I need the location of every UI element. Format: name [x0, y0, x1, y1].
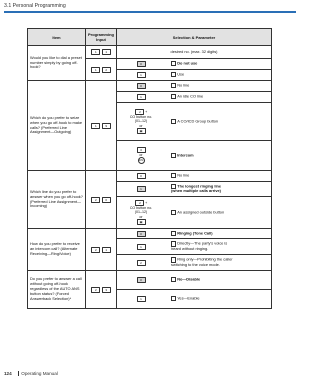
key-icon: 2 — [91, 197, 100, 203]
option-label: Yes—Enable — [177, 295, 200, 301]
key-icon: 1 — [91, 49, 100, 55]
selection-cell — [117, 182, 272, 197]
table-header-row — [28, 29, 272, 46]
table-row — [28, 271, 272, 290]
item-cell: Would you like to dial a preset number simply by going off-hook? — [28, 46, 86, 81]
selection-cell — [117, 239, 272, 255]
input-cell — [86, 171, 117, 229]
selection-cell — [117, 271, 272, 290]
item-cell: Which do you prefer to seize when you go off-hook to make calls? (Preferred Line Assignment—Outgoing) — [28, 81, 86, 171]
key-icon: 1 — [137, 296, 146, 302]
item-cell: Do you prefer to answer a call without going off-hook regardless of the AUTO ANS button status? (Forced Answerback Selection)* — [28, 271, 86, 309]
page-number: 124 — [4, 371, 12, 376]
selection-cell — [117, 197, 272, 229]
checkbox-icon — [171, 210, 176, 215]
input-cell — [86, 46, 117, 59]
co-button-icon: ▣ — [137, 128, 146, 134]
selection-cell — [117, 81, 272, 92]
table-row — [28, 81, 272, 92]
key-icon: 0 — [137, 61, 146, 67]
selection-cell — [117, 103, 272, 141]
selection-cell — [117, 70, 272, 81]
key-icon: 1 — [137, 186, 146, 192]
option-label: An assigned outside button — [177, 209, 225, 215]
header-programming-input: Programming Input — [86, 29, 117, 46]
table-row — [28, 229, 272, 239]
table-row — [28, 171, 272, 182]
option-label: Do not use — [177, 60, 198, 66]
key-icon: 0 — [137, 277, 146, 283]
item-cell: How do you prefer to receive an intercom call? (Alternate Receiving—Ring/Voice) — [28, 229, 86, 271]
key-icon: 2 — [137, 260, 146, 266]
option-label: Intercom — [177, 152, 194, 158]
header-rule — [4, 11, 296, 13]
param-range: (01–12) — [134, 119, 148, 124]
selection-cell — [117, 229, 272, 239]
section-title: 3.1 Personal Programming — [4, 3, 66, 9]
option-label: Use — [177, 71, 185, 77]
checkbox-icon — [171, 277, 176, 282]
key-icon: 2 — [91, 247, 100, 253]
option-label: Ringing (Tone Call) — [177, 230, 213, 236]
option-label: No—Disable — [177, 276, 201, 282]
option-label: No line — [177, 82, 190, 88]
key-icon: 3 — [137, 147, 146, 153]
page-footer — [4, 371, 58, 376]
or-label: or — [139, 123, 143, 128]
checkbox-icon — [171, 153, 176, 158]
manual-title: Operating Manual — [21, 371, 58, 376]
footer-divider — [18, 371, 19, 376]
param-label: CO button no. — [129, 206, 153, 211]
input-cell — [86, 271, 117, 309]
or-label: or — [139, 214, 143, 219]
header-item: Item — [28, 29, 86, 46]
option-label: Ring only—Prohibiting the caller switching to the voice mode. — [171, 256, 233, 267]
key-icon: 2 — [135, 200, 144, 206]
option-label: No line — [177, 172, 190, 178]
checkbox-icon — [171, 72, 176, 77]
key-icon: 0 — [137, 231, 146, 237]
input-cell — [86, 59, 117, 81]
checkbox-icon — [171, 173, 176, 178]
programming-table — [27, 28, 272, 309]
plus-sign: + — [145, 200, 148, 205]
key-icon: 0 — [137, 173, 146, 179]
key-icon: 9 — [102, 123, 111, 129]
input-cell — [86, 81, 117, 171]
checkbox-icon — [171, 61, 176, 66]
param-range: (01–12) — [134, 210, 148, 215]
option-label: Directly—The party's voice is heard without ringing. — [171, 240, 228, 251]
key-icon: 0 — [137, 83, 146, 89]
key-icon: 1 — [137, 244, 146, 250]
input-cell — [86, 229, 117, 271]
co-button-icon: ▣ — [137, 219, 146, 225]
key-icon: 2 — [102, 67, 111, 73]
selection-cell — [117, 59, 272, 70]
checkbox-icon — [171, 231, 176, 236]
option-label: The longest ringing line (when multiple calls arrive) — [171, 183, 222, 194]
selection-cell — [117, 171, 272, 182]
header-selection: Selection & Parameter — [117, 29, 272, 46]
selection-cell — [117, 141, 272, 171]
checkbox-icon — [171, 296, 176, 301]
intercom-button-icon: ICM — [138, 159, 144, 163]
key-icon: 1 — [91, 67, 100, 73]
checkbox-icon — [171, 119, 176, 124]
option-label: A CO/ICD Group button — [177, 118, 219, 124]
key-icon: 1 — [102, 247, 111, 253]
table-row — [28, 46, 272, 59]
param-label: CO button no. — [129, 115, 153, 120]
checkbox-icon — [171, 94, 176, 99]
key-icon: 2 — [91, 287, 100, 293]
key-icon: 1 — [137, 94, 146, 100]
key-icon: 1 — [91, 123, 100, 129]
item-cell: Which line do you prefer to answer when you go off-hook? (Preferred Line Assignment—Incoming) — [28, 171, 86, 229]
key-icon: 2 — [135, 109, 144, 115]
option-label: An idle CO line — [177, 93, 204, 99]
key-icon: 3 — [102, 287, 111, 293]
selection-cell — [117, 255, 272, 271]
selection-cell: desired no. (max. 32 digits) — [117, 46, 272, 59]
selection-cell — [117, 92, 272, 103]
checkbox-icon — [171, 83, 176, 88]
key-icon: 1 — [102, 49, 111, 55]
selection-cell — [117, 290, 272, 309]
key-icon: 1 — [137, 72, 146, 78]
plus-sign: + — [145, 109, 148, 114]
key-icon: 0 — [102, 197, 111, 203]
or-label: or — [139, 152, 143, 157]
